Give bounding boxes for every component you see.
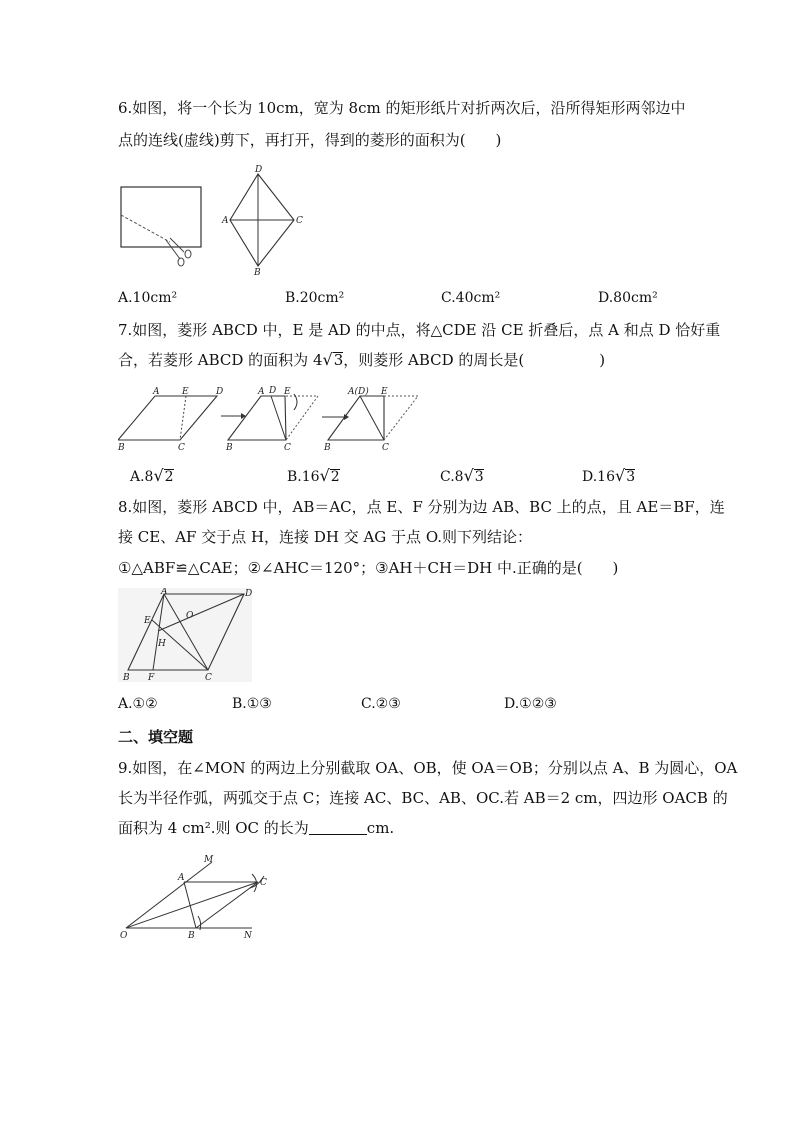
q9-label-b: B (188, 931, 195, 941)
q6-rectangle-paper (121, 187, 201, 247)
q8-label-h: H (158, 639, 166, 649)
q7-fig2-label-c: C (284, 443, 291, 452)
q7-fig3-line (360, 396, 384, 440)
q7-option-b-radicand: 2 (330, 469, 340, 485)
q7-fig2-dashed (286, 396, 318, 440)
q7-fig2-label-b: B (226, 443, 233, 452)
q7-text-line2-pre: 合，若菱形 ABCD 的面积为 4 (118, 351, 323, 369)
q9-text-line3-post: cm. (366, 819, 395, 837)
q6-option-c[interactable]: C.40cm² (441, 290, 501, 306)
q7-fig2-label-e: E (284, 387, 291, 397)
q7-fig3-folded (328, 396, 384, 440)
q7-fig2-label-d: D (269, 386, 277, 396)
q7-fig1-label-e: E (182, 387, 189, 397)
q9-answer-blank[interactable] (309, 820, 367, 835)
q7-option-a-radicand: 2 (164, 469, 174, 485)
q9-label-a: A (178, 873, 185, 883)
q7-option-c-text: C.8 (440, 469, 464, 485)
section-title-fill-in: 二、填空题 (118, 728, 194, 746)
q7-fig3-label-c: C (382, 443, 389, 452)
q7-fig1-label-d: D (216, 387, 224, 397)
q7-fig1-label-a: A (153, 387, 160, 397)
q7-figure-3 (322, 384, 434, 452)
q7-option-b[interactable] (287, 466, 340, 487)
q7-option-d[interactable] (582, 466, 635, 487)
q8-figure (118, 588, 258, 686)
q8-option-a[interactable]: A.①② (118, 696, 158, 712)
q6-label-c: C (296, 216, 303, 226)
q7-fig2-label-a: A (258, 387, 265, 397)
q7-fig3-label-ad: A(D) (348, 387, 369, 397)
q7-option-d-radical: √ (615, 466, 626, 485)
q9-text-line3-pre: 面积为 4 cm².则 OC 的长为 (118, 819, 309, 837)
q7-fig1-label-b: B (118, 443, 125, 452)
q8-option-b[interactable]: B.①③ (232, 696, 272, 712)
q8-label-o: O (186, 611, 194, 621)
q8-label-b: B (123, 673, 130, 683)
q6-label-b: B (254, 268, 261, 276)
q8-label-d: D (245, 589, 253, 599)
q9-line-oc (126, 882, 258, 928)
q7-fig3-label-b: B (324, 443, 331, 452)
q7-text-line2-post: ，则菱形 ABCD 的周长是( ) (343, 351, 606, 369)
arrow-right-icon (241, 413, 246, 419)
q8-label-e: E (144, 616, 151, 626)
q7-option-c-radical: √ (463, 466, 474, 485)
q6-text-line2: 点的连线(虚线)剪下，再打开，得到的菱形的面积为( ) (118, 131, 502, 149)
q7-option-a[interactable] (130, 466, 174, 487)
q9-line-ab (184, 882, 196, 928)
q9-label-n: N (244, 931, 252, 941)
q7-option-c[interactable] (440, 466, 484, 487)
q6-text-line1: 6.如图，将一个长为 10cm，宽为 8cm 的矩形纸片对折两次后，沿所得矩形两邻边中 (118, 99, 686, 117)
q6-figure (118, 164, 318, 276)
q8-text-line3: ①△ABF≌△CAE；②∠AHC＝120°；③AH＋CH＝DH 中.正确的是( ) (118, 559, 619, 577)
q7-option-d-text: D.16 (582, 469, 615, 485)
q6-label-d: D (255, 165, 263, 175)
q7-option-c-radicand: 3 (474, 469, 484, 485)
q9-label-o: O (120, 931, 128, 941)
q9-line-bc (196, 882, 258, 928)
q7-fig2-line-dc (271, 396, 286, 440)
q7-radicand: 3 (333, 351, 344, 369)
q7-option-b-radical: √ (319, 466, 330, 485)
q7-fig3-dashed (384, 396, 418, 440)
q6-option-a[interactable]: A.10cm² (118, 290, 178, 306)
q7-text-line1: 7.如图，菱形 ABCD 中，E 是 AD 的中点，将△CDE 沿 CE 折叠后，点 A 和点 D 恰好重 (118, 321, 721, 339)
q8-label-f: F (148, 673, 155, 683)
q7-fig1-label-c: C (178, 443, 185, 452)
q9-text-line1: 9.如图，在∠MON 的两边上分别截取 OA、OB，使 OA＝OB；分别以点 A、B 为圆心，OA (118, 759, 738, 777)
q7-option-d-radicand: 3 (626, 469, 636, 485)
q7-fig2-folded (228, 396, 286, 440)
q7-radical-sign: √ (322, 350, 333, 369)
q7-option-a-text: A.8 (130, 469, 154, 485)
q7-fig3-label-e: E (381, 387, 388, 397)
q7-option-b-text: B.16 (287, 469, 320, 485)
q7-text-line2 (118, 350, 605, 370)
q6-option-b[interactable]: B.20cm² (285, 290, 345, 306)
q6-option-d[interactable]: D.80cm² (598, 290, 658, 306)
q7-rhombus-1 (118, 396, 217, 440)
q6-label-a: A (222, 216, 229, 226)
q9-text-line2: 长为半径作弧，两弧交于点 C；连接 AC、BC、AB、OC.若 AB＝2 cm，四边形 OACB 的 (118, 789, 728, 807)
q8-text-line2: 接 CE、AF 交于点 H，连接 DH 交 AG 于点 O.则下列结论： (118, 528, 533, 546)
q9-label-m: M (204, 855, 214, 865)
q8-option-c[interactable]: C.②③ (361, 696, 401, 712)
q8-label-c: C (205, 673, 212, 683)
q8-text-line1: 8.如图，菱形 ABCD 中，AB＝AC，点 E、F 分别为边 AB、BC 上的点，且 AE＝BF，连 (118, 498, 725, 516)
q9-label-c: C (260, 878, 267, 888)
q6-cut-line (121, 215, 170, 242)
q8-option-d[interactable]: D.①②③ (504, 696, 557, 712)
q8-figure-background (118, 588, 252, 682)
q9-figure (118, 852, 278, 942)
q8-label-a: A (161, 588, 168, 597)
q7-option-a-radical: √ (153, 466, 164, 485)
q9-text-line3 (118, 818, 394, 838)
q7-figure (118, 384, 328, 452)
